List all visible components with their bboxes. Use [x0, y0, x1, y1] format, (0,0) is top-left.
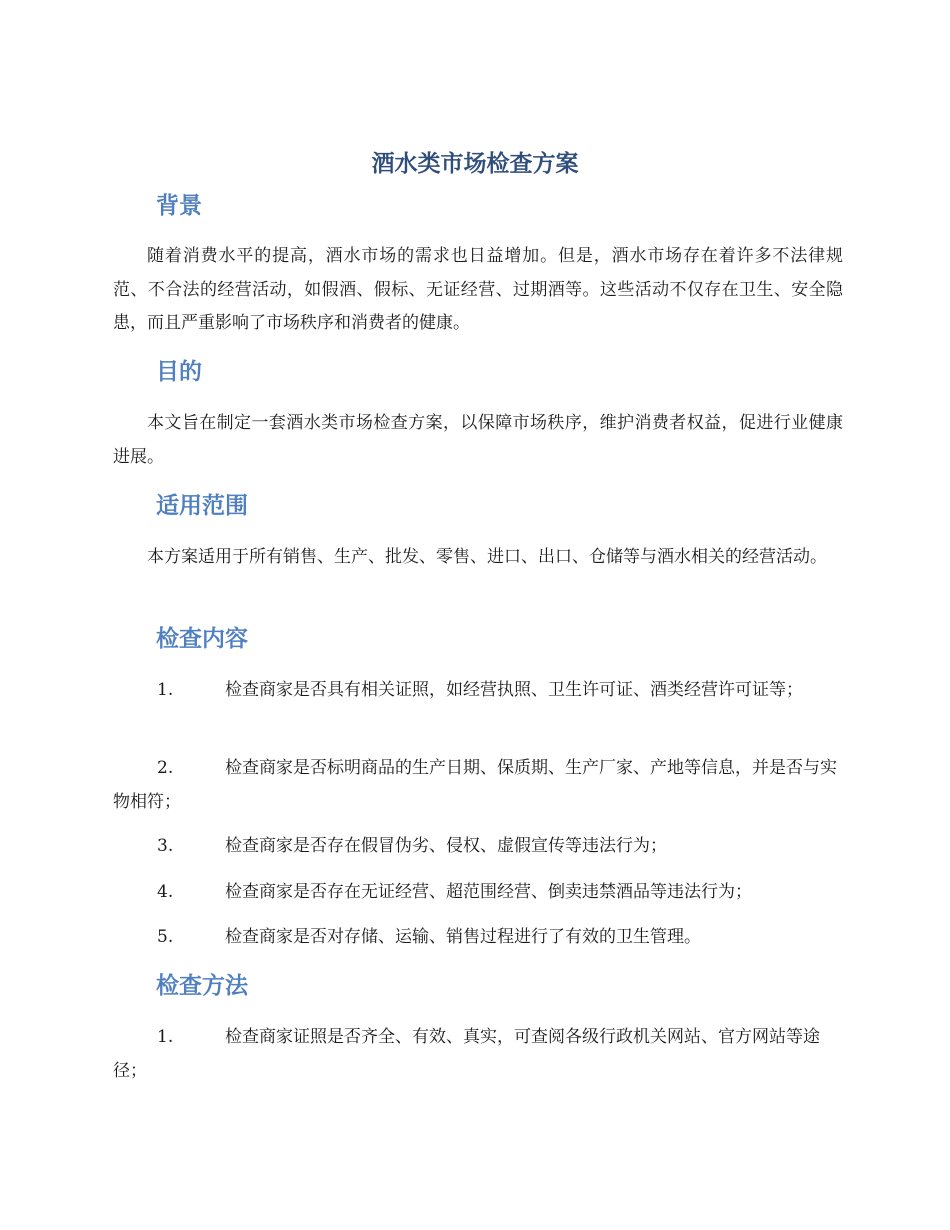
list-item: [113, 921, 843, 955]
list-item-text: 检查商家是否对存储、运输、销售过程进行了有效的卫生管理。: [225, 927, 701, 947]
list-item-number: 4.: [157, 882, 174, 902]
list-item-text: 检查商家是否存在无证经营、超范围经营、倒卖违禁酒品等违法行为；: [225, 882, 752, 902]
heading-content: 检查内容: [156, 626, 248, 652]
list-item-text: 检查商家是否存在假冒伪劣、侵权、虚假宣传等违法行为；: [225, 836, 667, 856]
list-item: [113, 674, 843, 708]
paragraph-background: 随着消费水平的提高，酒水市场的需求也日益增加。但是，酒水市场存在着许多不法律规范、不合法的经营活动，如假酒、假标、无证经营、过期酒等。这些活动不仅存在卫生、安全隐患，而且严重影响了市场秩序和消费者的健康。: [113, 246, 843, 333]
document-title: 酒水类市场检查方案: [371, 151, 579, 177]
list-item-number: 1.: [157, 680, 174, 700]
list-item: [113, 1021, 843, 1088]
heading-scope: 适用范围: [156, 493, 248, 519]
paragraph-purpose: 本文旨在制定一套酒水类市场检查方案，以保障市场秩序，维护消费者权益，促进行业健康进展。: [113, 413, 843, 467]
list-item: [113, 830, 843, 864]
list-item-number: 2.: [157, 758, 174, 778]
heading-method: 检查方法: [156, 973, 248, 999]
list-item-text: 检查商家是否具有相关证照，如经营执照、卫生许可证、酒类经营许可证等；: [225, 680, 803, 700]
list-item-number: 3.: [157, 836, 174, 856]
list-item-text: 检查商家证照是否齐全、有效、真实，可查阅各级行政机关网站、官方网站等途径；: [113, 1027, 820, 1081]
list-item: [113, 876, 843, 910]
list-item-number: 5.: [157, 927, 174, 947]
heading-purpose: 目的: [156, 359, 202, 385]
paragraph-scope: 本方案适用于所有销售、生产、批发、零售、进口、出口、仓储等与酒水相关的经营活动。: [147, 547, 827, 567]
list-item-text: 检查商家是否标明商品的生产日期、保质期、生产厂家、产地等信息，并是否与实物相符；: [113, 758, 837, 812]
list-item: [113, 752, 843, 819]
list-item-number: 1.: [157, 1027, 174, 1047]
heading-background: 背景: [156, 193, 202, 219]
